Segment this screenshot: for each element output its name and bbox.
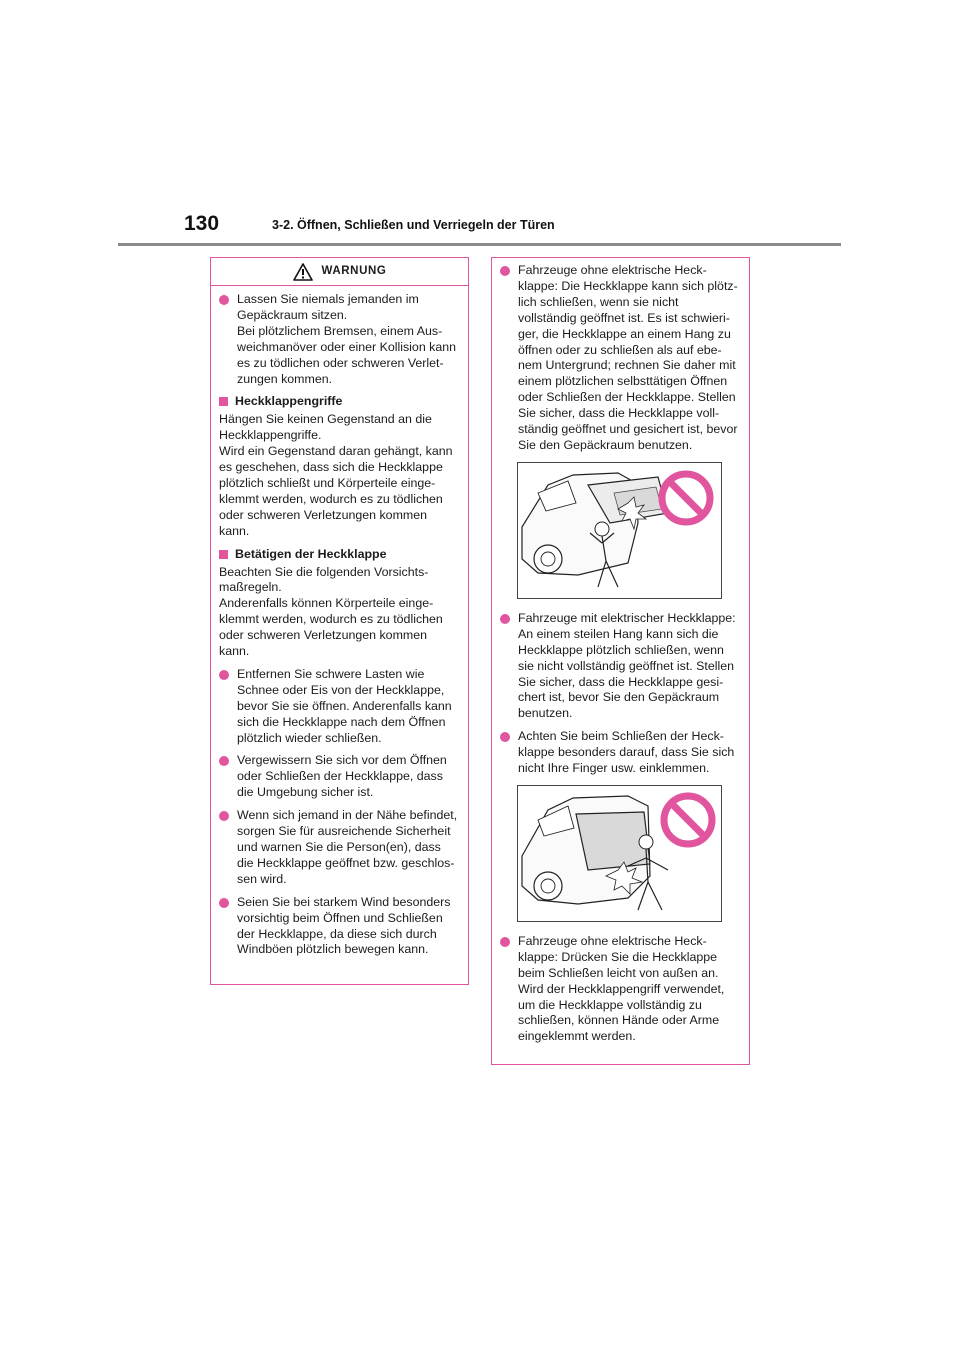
list-item	[219, 292, 459, 387]
bullet-dot-icon	[500, 732, 512, 742]
bullet-text: Fahrzeuge ohne elektrische Heck- klappe: Drücken Sie die Heckklappe beim Schließen leicht von außen an. Wird der Heckklappengriff verwendet, um die Heckklappe vollständig zu schließen, können Hände oder Arme eingeklemmt werden.	[518, 933, 725, 1044]
bullet-dot-icon	[219, 811, 231, 821]
bullet-text: Entfernen Sie schwere Lasten wie Schnee oder Eis von der Heckklappe, bevor Sie sie öffnen. Anderenfalls kann sich die Heckklappe nach dem Öffnen plötzlich wieder schließen.	[237, 666, 452, 745]
list-item	[500, 934, 740, 1045]
bullet-dot-icon	[500, 937, 512, 947]
warning-triangle-icon	[293, 263, 313, 281]
bullet-text: Achten Sie beim Schließen der Heck- klappe besonders darauf, dass Sie sich nicht Ihre Finger usw. einklemmen.	[518, 729, 735, 776]
list-item	[500, 263, 740, 454]
bullet-text: Vergewissern Sie sich vor dem Öffnen oder Schließen der Heckklappe, dass die Umgebung sicher ist.	[237, 753, 447, 800]
section-heading	[219, 394, 459, 410]
list-item	[219, 808, 459, 888]
bullet-dot-icon	[219, 898, 231, 908]
section-heading	[219, 547, 459, 563]
list-item	[500, 611, 740, 722]
warning-body	[211, 286, 468, 958]
tailgate-illustration	[518, 463, 721, 598]
section-heading-text: Heckklappengriffe	[235, 394, 343, 409]
page-number: 130	[184, 212, 220, 235]
illustration-tailgate-hang	[517, 462, 722, 599]
section-paragraph: Beachten Sie die folgenden Vorsichts- maßregeln. Anderenfalls können Körperteile einge- klemmt werden, wodurch es zu tödlichen oder schweren Verletzungen kommen kann.	[219, 564, 443, 659]
warning-title: WARNUNG	[321, 264, 387, 277]
list-item	[219, 753, 459, 801]
illustration-finger-pinch	[517, 785, 722, 922]
bullet-text: Seien Sie bei starkem Wind besonders vorsichtig beim Öffnen und Schließen der Heckklappe, da diese sich durch Windböen plötzlich bewegen kann.	[237, 894, 451, 957]
bullet-dot-icon	[219, 670, 231, 680]
header-divider	[118, 243, 841, 246]
bullet-text: Wenn sich jemand in der Nähe befindet, sorgen Sie für ausreichende Sicherheit und warnen Sie die Person(en), dass die Heckklappe geöffnet bzw. geschlos- sen wird.	[237, 808, 458, 886]
warning-header	[211, 258, 468, 286]
bullet-text: Fahrzeuge ohne elektrische Heck- klappe: Die Heckklappe kann sich plötz- lich schließen, wenn sie nicht vollständig geöffnet ist. Es ist schwieri- ger, die Heckklappe an einem Hang zu öffnen oder zu schließen als auf ebe- nem Untergrund; rechnen Sie daher mit einem plötzlichen selbsttätigen Öffnen oder Schließen der Heckklappe. Stellen Sie sicher, dass die Heckklappe voll- ständig geöffnet und gesichert ist, bevor Sie den Gepäckraum benutzen.	[518, 263, 738, 452]
list-item	[500, 729, 740, 777]
bullet-text: Lassen Sie niemals jemanden im Gepäckraum sitzen. Bei plötzlichem Bremsen, einem Aus- weichmanöver oder einer Kollision kann es zu tödlichen oder schweren Verlet- zungen kommen.	[237, 292, 457, 386]
bullet-dot-icon	[219, 756, 231, 766]
finger-pinch-illustration	[518, 786, 721, 921]
bullet-dot-icon	[500, 266, 512, 276]
section-paragraph: Hängen Sie keinen Gegenstand an die Heckklappengriffe. Wird ein Gegenstand daran gehängt, kann es geschehen, dass sich die Heckklappe plötzlich schließt und Körperteile einge- klemmt werden, wodurch es zu tödlichen oder schweren Verletzungen kommen kann.	[219, 412, 453, 538]
square-bullet-icon	[219, 550, 228, 559]
warning-box-right	[491, 257, 750, 1065]
list-item	[219, 667, 459, 747]
warning-box-left	[210, 257, 469, 985]
bullet-dot-icon	[500, 614, 512, 624]
square-bullet-icon	[219, 397, 228, 406]
list-item	[219, 895, 459, 959]
section-title: 3-2. Öffnen, Schließen und Verriegeln der Türen	[272, 218, 555, 232]
bullet-dot-icon	[219, 295, 231, 305]
section-heading-text: Betätigen der Heckklappe	[235, 546, 387, 561]
bullet-text: Fahrzeuge mit elektrischer Heckklappe: An einem steilen Hang kann sich die Heckklappe plötzlich schließen, wenn sie nicht vollständig geöffnet ist. Stellen Sie sicher, dass die Heckklappe gesi- chert ist, bevor Sie den Gepäckraum benutzen.	[518, 610, 736, 721]
